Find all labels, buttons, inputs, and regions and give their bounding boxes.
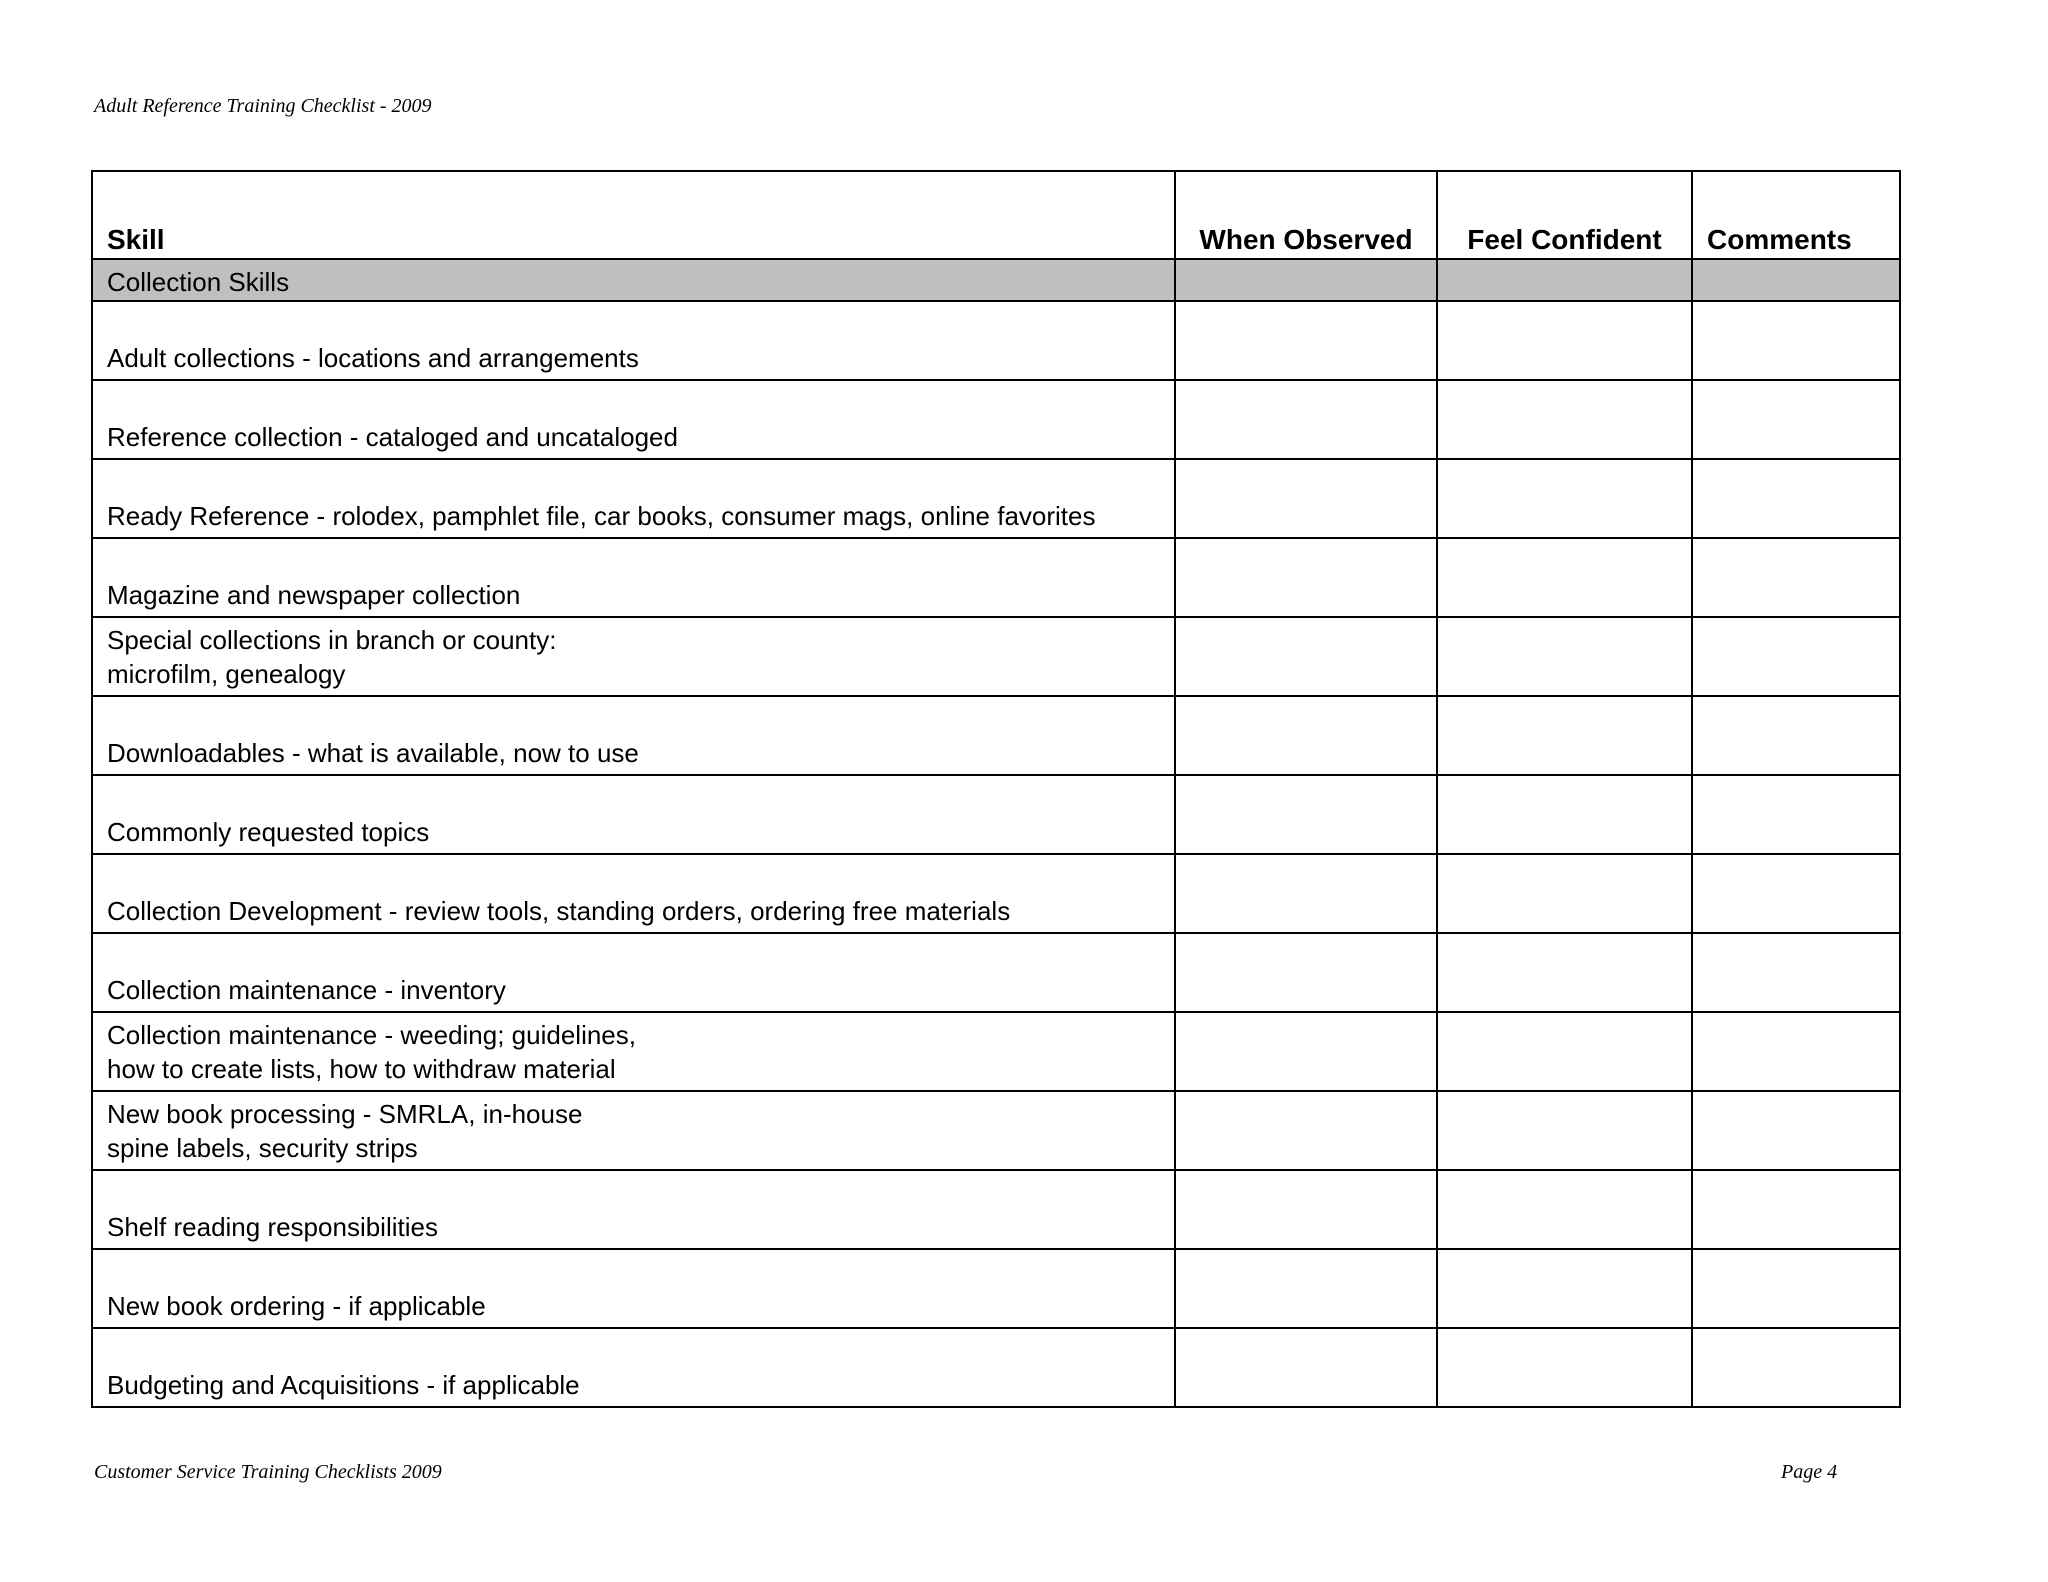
table-body bbox=[92, 259, 1900, 1407]
skill-cell: Adult collections - locations and arrangements bbox=[92, 301, 1175, 380]
training-checklist-table bbox=[91, 170, 1901, 1408]
section-row bbox=[92, 259, 1900, 301]
skill-cell: Collection maintenance - inventory bbox=[92, 933, 1175, 1012]
skill-cell: Budgeting and Acquisitions - if applicable bbox=[92, 1328, 1175, 1407]
feel-confident-cell[interactable] bbox=[1437, 380, 1692, 459]
comments-cell[interactable] bbox=[1692, 1249, 1900, 1328]
feel-confident-cell[interactable] bbox=[1437, 1091, 1692, 1170]
feel-confident-cell[interactable] bbox=[1437, 301, 1692, 380]
skill-cell: Magazine and newspaper collection bbox=[92, 538, 1175, 617]
when-observed-cell[interactable] bbox=[1175, 696, 1437, 775]
page-number: Page 4 bbox=[1781, 1461, 1838, 1483]
when-observed-cell[interactable] bbox=[1175, 617, 1437, 696]
table-row bbox=[92, 854, 1900, 933]
table-row bbox=[92, 459, 1900, 538]
feel-confident-cell[interactable] bbox=[1437, 1249, 1692, 1328]
when-observed-cell[interactable] bbox=[1175, 933, 1437, 1012]
feel-confident-cell[interactable] bbox=[1437, 854, 1692, 933]
table-row bbox=[92, 696, 1900, 775]
table-header-row bbox=[92, 171, 1900, 259]
skill-cell: New book processing - SMRLA, in-house spine labels, security strips bbox=[92, 1091, 1175, 1170]
when-observed-cell[interactable] bbox=[1175, 775, 1437, 854]
column-header-when-observed: When Observed bbox=[1175, 171, 1437, 259]
comments-cell[interactable] bbox=[1692, 459, 1900, 538]
when-observed-cell[interactable] bbox=[1175, 1328, 1437, 1407]
comments-cell[interactable] bbox=[1692, 538, 1900, 617]
when-observed-cell[interactable] bbox=[1175, 538, 1437, 617]
feel-confident-cell[interactable] bbox=[1437, 617, 1692, 696]
feel-confident-cell[interactable] bbox=[1437, 1170, 1692, 1249]
column-header-feel-confident: Feel Confident bbox=[1437, 171, 1692, 259]
section-cell-comments bbox=[1692, 259, 1900, 301]
when-observed-cell[interactable] bbox=[1175, 459, 1437, 538]
comments-cell[interactable] bbox=[1692, 380, 1900, 459]
table-row bbox=[92, 538, 1900, 617]
comments-cell[interactable] bbox=[1692, 696, 1900, 775]
feel-confident-cell[interactable] bbox=[1437, 933, 1692, 1012]
when-observed-cell[interactable] bbox=[1175, 1012, 1437, 1091]
comments-cell[interactable] bbox=[1692, 933, 1900, 1012]
comments-cell[interactable] bbox=[1692, 854, 1900, 933]
skill-cell: Reference collection - cataloged and uncataloged bbox=[92, 380, 1175, 459]
skill-cell: Collection maintenance - weeding; guidelines, how to create lists, how to withdraw material bbox=[92, 1012, 1175, 1091]
feel-confident-cell[interactable] bbox=[1437, 696, 1692, 775]
comments-cell[interactable] bbox=[1692, 1328, 1900, 1407]
skill-cell: Downloadables - what is available, now to use bbox=[92, 696, 1175, 775]
when-observed-cell[interactable] bbox=[1175, 1091, 1437, 1170]
column-header-comments: Comments bbox=[1692, 171, 1900, 259]
feel-confident-cell[interactable] bbox=[1437, 775, 1692, 854]
table-row bbox=[92, 617, 1900, 696]
section-cell-feel-confident bbox=[1437, 259, 1692, 301]
document-header: Adult Reference Training Checklist - 2009 bbox=[94, 95, 432, 117]
when-observed-cell[interactable] bbox=[1175, 1170, 1437, 1249]
section-cell-when-observed bbox=[1175, 259, 1437, 301]
when-observed-cell[interactable] bbox=[1175, 1249, 1437, 1328]
table-row bbox=[92, 380, 1900, 459]
feel-confident-cell[interactable] bbox=[1437, 538, 1692, 617]
comments-cell[interactable] bbox=[1692, 1012, 1900, 1091]
table-row bbox=[92, 301, 1900, 380]
section-title: Collection Skills bbox=[92, 259, 1175, 301]
table-row bbox=[92, 775, 1900, 854]
skill-cell: Commonly requested topics bbox=[92, 775, 1175, 854]
when-observed-cell[interactable] bbox=[1175, 380, 1437, 459]
when-observed-cell[interactable] bbox=[1175, 854, 1437, 933]
table-row bbox=[92, 1012, 1900, 1091]
column-header-skill: Skill bbox=[92, 171, 1175, 259]
table-row bbox=[92, 933, 1900, 1012]
skill-cell: Shelf reading responsibilities bbox=[92, 1170, 1175, 1249]
table-row bbox=[92, 1091, 1900, 1170]
table-row bbox=[92, 1249, 1900, 1328]
skill-cell: Collection Development - review tools, standing orders, ordering free materials bbox=[92, 854, 1175, 933]
skill-cell: Special collections in branch or county: microfilm, genealogy bbox=[92, 617, 1175, 696]
comments-cell[interactable] bbox=[1692, 617, 1900, 696]
feel-confident-cell[interactable] bbox=[1437, 1328, 1692, 1407]
skill-cell: New book ordering - if applicable bbox=[92, 1249, 1175, 1328]
table-row bbox=[92, 1328, 1900, 1407]
when-observed-cell[interactable] bbox=[1175, 301, 1437, 380]
comments-cell[interactable] bbox=[1692, 1091, 1900, 1170]
feel-confident-cell[interactable] bbox=[1437, 1012, 1692, 1091]
table-row bbox=[92, 1170, 1900, 1249]
comments-cell[interactable] bbox=[1692, 1170, 1900, 1249]
document-footer: Customer Service Training Checklists 2009 bbox=[94, 1461, 442, 1483]
comments-cell[interactable] bbox=[1692, 775, 1900, 854]
comments-cell[interactable] bbox=[1692, 301, 1900, 380]
skill-cell: Ready Reference - rolodex, pamphlet file, car books, consumer mags, online favorites bbox=[92, 459, 1175, 538]
feel-confident-cell[interactable] bbox=[1437, 459, 1692, 538]
